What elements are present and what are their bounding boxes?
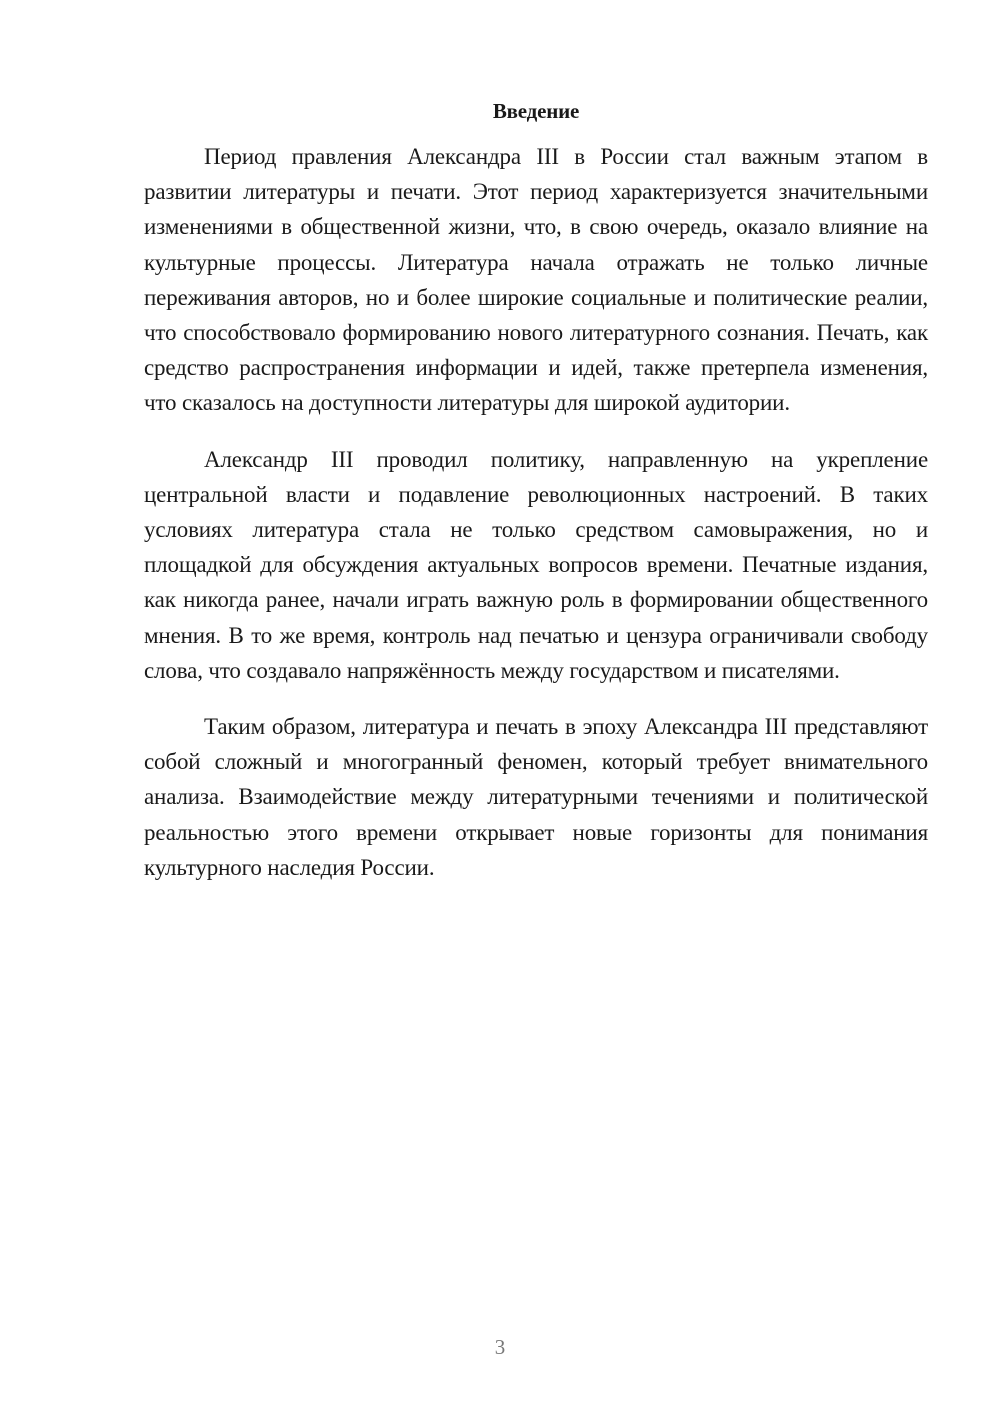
- paragraph-1: Период правления Александра III в России стал важным этапом в развитии литературы и печати. Этот период характеризуется значительными изменениями в общественной жизни, что, в свою очередь, оказало влияние на культурные процессы. Литература начала отражать не только личные переживания авторов, но и более широкие социальные и политические реалии, что способствовало формированию нового литературного сознания. Печать, как средство распространения информации и идей, также претерпела изменения, что сказалось на доступности литературы для широкой аудитории.: [144, 144, 928, 416]
- page-number: 3: [494, 1335, 506, 1359]
- section-heading: Введение: [492, 99, 580, 123]
- paragraph-3: Таким образом, литература и печать в эпоху Александра III представляют собой сложный и многогранный феномен, который требует внимательного анализа. Взаимодействие между литературными течениями и политической реальностью этого времени открывает новые горизонты для понимания культурного наследия России.: [144, 714, 928, 880]
- page-content: [144, 97, 928, 906]
- paragraph-2: Александр III проводил политику, направленную на укрепление центральной власти и подавление революционных настроений. В таких условиях литература стала не только средством самовыражения, но и площадкой для обсуждения актуальных вопросов времени. Печатные издания, как никогда ранее, начали играть важную роль в формировании общественного мнения. В то же время, контроль над печатью и цензура ограничивали свободу слова, что создавало напряжённость между государством и писателями.: [144, 446, 928, 683]
